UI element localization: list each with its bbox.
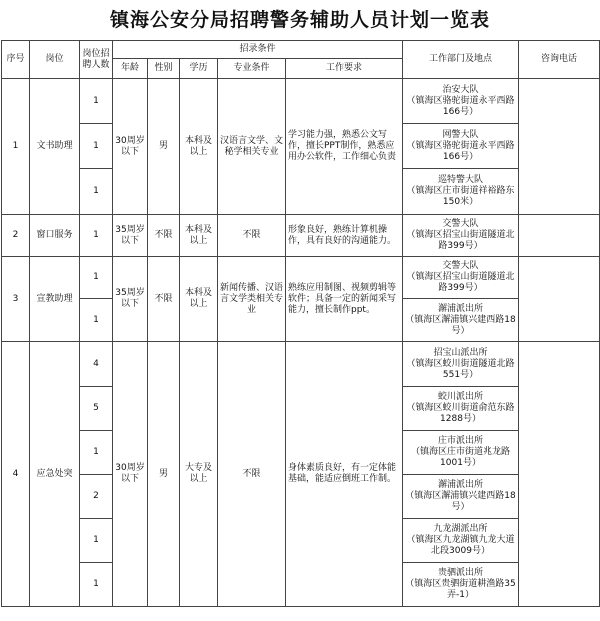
cell-seq: 4 bbox=[2, 342, 30, 607]
cell-requirements: 熟练应用制图、视频剪辑等软件；具备一定的新闻采写能力，擅长制作ppt。 bbox=[286, 257, 403, 342]
dept-name: 庄市派出所 bbox=[437, 436, 483, 446]
cell-position: 宣教助理 bbox=[30, 257, 80, 342]
table-row bbox=[2, 79, 600, 124]
cell-requirements: 学习能力强，熟悉公文写作，擅长PPT制作，熟悉应用办公软件，工作细心负责 bbox=[286, 79, 403, 215]
cell-requirements: 形象良好，熟练计算机操作，具有良好的沟通能力。 bbox=[286, 215, 403, 257]
header-age: 年龄 bbox=[113, 59, 148, 79]
header-row-1 bbox=[2, 41, 600, 59]
cell-count: 1 bbox=[80, 299, 113, 342]
cell-major: 不限 bbox=[218, 215, 286, 257]
cell-count: 1 bbox=[80, 169, 113, 215]
cell-count: 1 bbox=[80, 215, 113, 257]
cell-gender: 不限 bbox=[148, 215, 180, 257]
header-major: 专业条件 bbox=[218, 59, 286, 79]
cell-phone bbox=[519, 79, 600, 215]
header-phone: 咨询电话 bbox=[519, 41, 600, 79]
dept-name: 交警大队 bbox=[442, 261, 479, 271]
dept-address: （镇海区蛟川街道隧道北路551号） bbox=[406, 358, 515, 380]
dept-name: 治安大队 bbox=[442, 84, 479, 95]
header-seq: 序号 bbox=[2, 41, 30, 79]
header-education: 学历 bbox=[180, 59, 218, 79]
cell-seq: 1 bbox=[2, 79, 30, 215]
cell-dept bbox=[403, 342, 519, 387]
cell-gender: 不限 bbox=[148, 257, 180, 342]
cell-dept bbox=[403, 124, 519, 169]
header-position: 岗位 bbox=[30, 41, 80, 79]
cell-education: 本科及以上 bbox=[180, 257, 218, 342]
cell-education: 本科及以上 bbox=[180, 215, 218, 257]
cell-dept bbox=[403, 79, 519, 124]
cell-dept bbox=[403, 563, 519, 607]
dept-address: （镇海区澥浦镇兴建西路18号） bbox=[405, 314, 516, 336]
cell-count: 5 bbox=[80, 387, 113, 431]
dept-name: 九龙湖派出所 bbox=[433, 524, 488, 534]
cell-phone bbox=[519, 342, 600, 607]
cell-count: 1 bbox=[80, 124, 113, 169]
table-row bbox=[2, 257, 600, 299]
cell-count: 1 bbox=[80, 257, 113, 299]
cell-major: 新闻传播、汉语言文学类相关专业 bbox=[218, 257, 286, 342]
cell-count: 1 bbox=[80, 563, 113, 607]
dept-name: 网警大队 bbox=[442, 129, 479, 140]
dept-address: （镇海区庄市街道祥裕路东150米） bbox=[406, 186, 515, 207]
dept-name: 招宝山派出所 bbox=[433, 347, 488, 358]
cell-dept bbox=[403, 519, 519, 563]
cell-dept bbox=[403, 299, 519, 342]
cell-major: 汉语言文学、文秘学相关专业 bbox=[218, 79, 286, 215]
table-row bbox=[2, 342, 600, 387]
cell-dept bbox=[403, 387, 519, 431]
dept-address: （镇海区招宝山街道隧道北路399号） bbox=[406, 272, 515, 293]
dept-address: （镇海区贵驷街道耕渔路35弄-1） bbox=[405, 579, 516, 600]
cell-dept bbox=[403, 431, 519, 475]
dept-name: 贵驷派出所 bbox=[437, 568, 483, 578]
header-dept: 工作部门及地点 bbox=[403, 41, 519, 79]
cell-age: 35周岁以下 bbox=[113, 257, 148, 342]
header-requirements: 工作要求 bbox=[286, 59, 403, 79]
cell-seq: 3 bbox=[2, 257, 30, 342]
cell-gender: 男 bbox=[148, 79, 180, 215]
page-title: 镇海公安分局招聘警务辅助人员计划一览表 bbox=[109, 9, 490, 31]
cell-phone bbox=[519, 215, 600, 257]
dept-name: 澥浦派出所 bbox=[437, 303, 483, 314]
header-gender: 性别 bbox=[148, 59, 180, 79]
cell-count: 1 bbox=[80, 519, 113, 563]
dept-name: 交警大队 bbox=[442, 219, 479, 229]
dept-name: 蛟川派出所 bbox=[437, 392, 483, 402]
cell-count: 2 bbox=[80, 475, 113, 519]
cell-age: 30周岁以下 bbox=[113, 79, 148, 215]
dept-name: 巡特警大队 bbox=[437, 175, 483, 185]
table-row bbox=[2, 215, 600, 257]
dept-address: （镇海区骆驼街道永平西路166号） bbox=[406, 95, 515, 117]
cell-count: 1 bbox=[80, 79, 113, 124]
cell-age: 30周岁以下 bbox=[113, 342, 148, 607]
dept-address: （镇海区九龙湖镇九龙大道北段3009号） bbox=[406, 535, 515, 556]
cell-education: 本科及以上 bbox=[180, 79, 218, 215]
cell-age: 35周岁以下 bbox=[113, 215, 148, 257]
cell-position: 应急处突 bbox=[30, 342, 80, 607]
cell-dept bbox=[403, 169, 519, 215]
cell-gender: 男 bbox=[148, 342, 180, 607]
dept-address: （镇海区澥浦镇兴建西路18号） bbox=[405, 491, 516, 512]
dept-address: （镇海区招宝山街道隧道北路399号） bbox=[406, 230, 515, 251]
cell-dept bbox=[403, 257, 519, 299]
cell-position: 窗口服务 bbox=[30, 215, 80, 257]
dept-address: （镇海区骆驼街道永平西路166号） bbox=[406, 140, 515, 162]
cell-dept bbox=[403, 475, 519, 519]
cell-position: 文书助理 bbox=[30, 79, 80, 215]
cell-phone bbox=[519, 257, 600, 342]
cell-education: 大专及以上 bbox=[180, 342, 218, 607]
header-count: 岗位招聘人数 bbox=[80, 41, 113, 79]
cell-major: 不限 bbox=[218, 342, 286, 607]
cell-count: 1 bbox=[80, 431, 113, 475]
dept-address: （镇海区蛟川街道俞范东路1288号） bbox=[406, 403, 515, 424]
cell-dept bbox=[403, 215, 519, 257]
cell-seq: 2 bbox=[2, 215, 30, 257]
cell-count: 4 bbox=[80, 342, 113, 387]
dept-address: （镇海区庄市街道兆龙路1001号） bbox=[410, 447, 510, 468]
header-conditions: 招录条件 bbox=[113, 41, 403, 59]
cell-requirements: 身体素质良好，有一定体能基础，能适应倒班工作制。 bbox=[286, 342, 403, 607]
recruitment-table bbox=[1, 40, 600, 607]
dept-name: 澥浦派出所 bbox=[437, 480, 483, 490]
